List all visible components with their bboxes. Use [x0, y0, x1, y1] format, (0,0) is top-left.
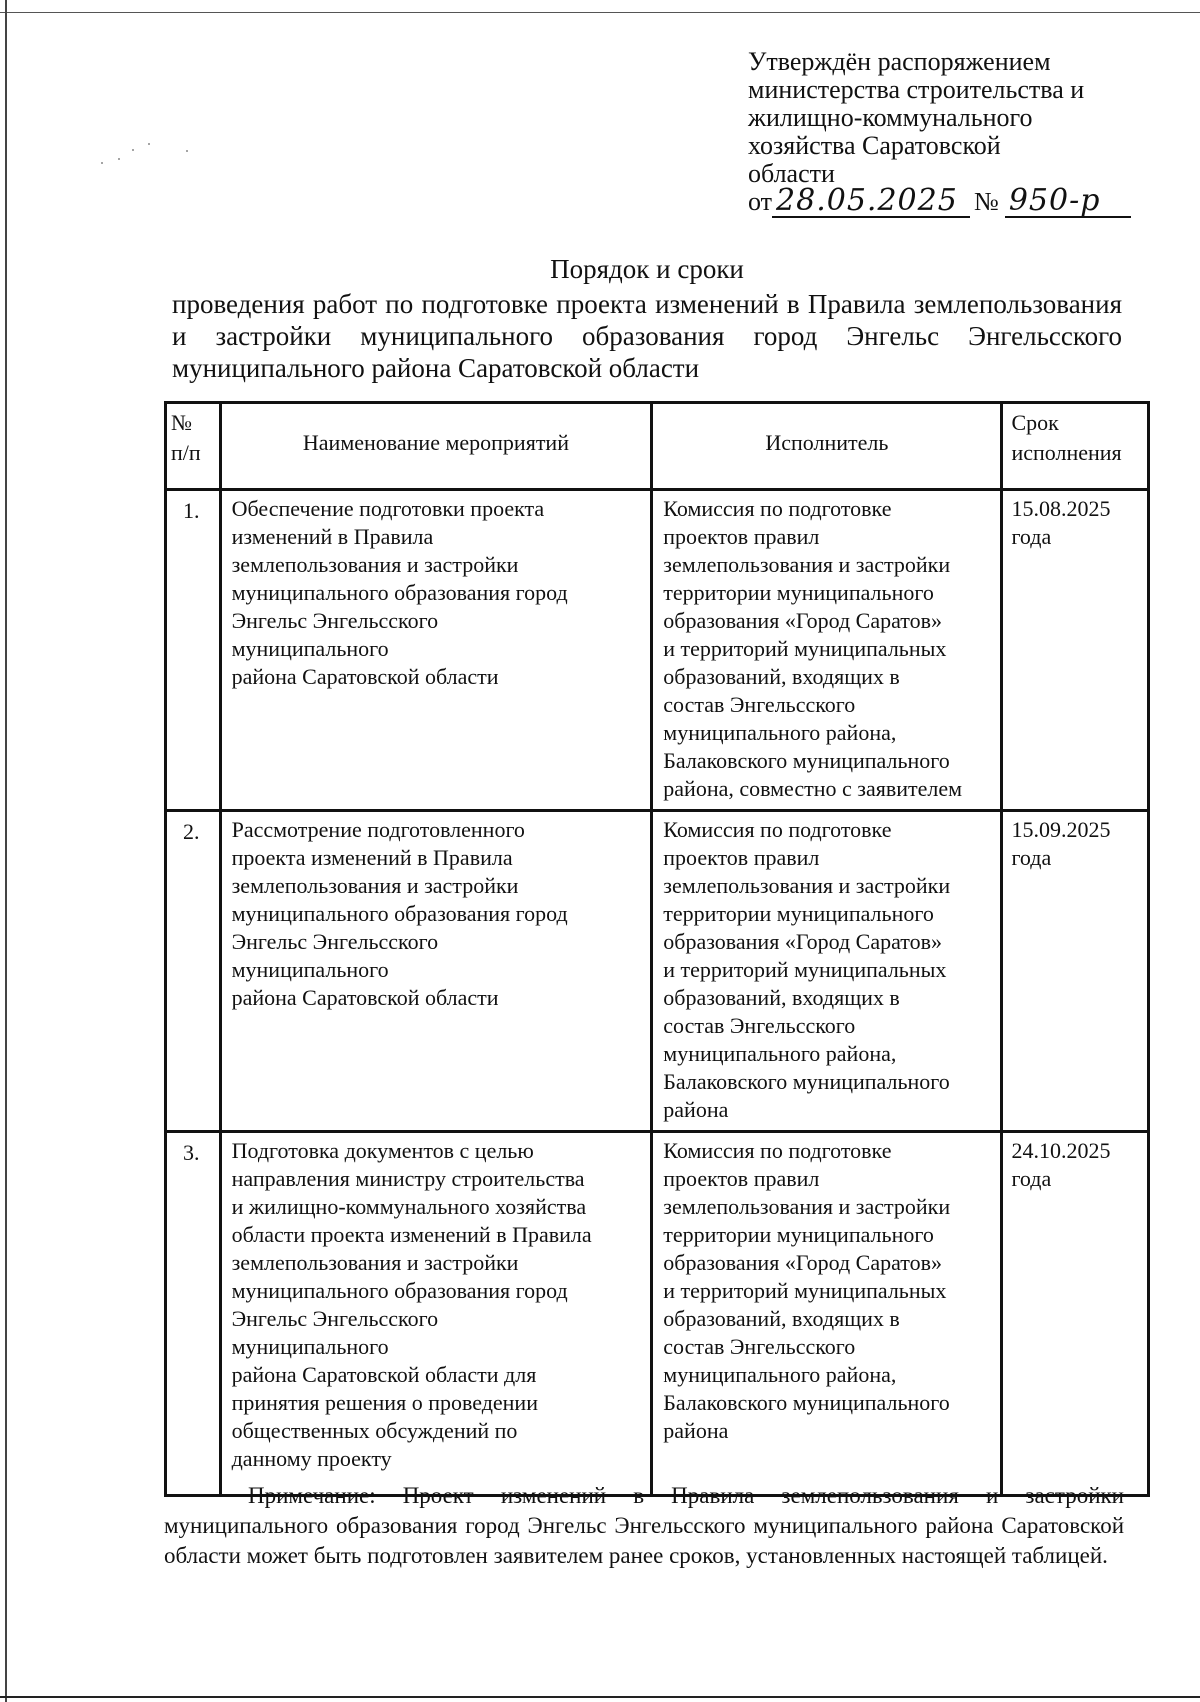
- row-name-line: и жилищно-коммунального хозяйства: [231, 1194, 587, 1219]
- row-name-line: Энгельс Энгельсского: [231, 1306, 439, 1331]
- row-name-line: землепользования и застройки: [231, 1250, 519, 1275]
- approval-line: министерства строительства и: [748, 75, 1085, 104]
- row-executor-line: образований, входящих в: [663, 1306, 900, 1331]
- row-executor-line: района: [663, 1097, 729, 1122]
- approval-line: области: [748, 159, 835, 188]
- row-name-line: Энгельс Энгельсского: [231, 929, 439, 954]
- row-term-cell: [1002, 1132, 1149, 1496]
- row-executor-line: района: [663, 1418, 729, 1443]
- row-name-line: Подготовка документов с целью: [231, 1138, 534, 1163]
- row-term-date: 15.09.2025: [1011, 817, 1111, 842]
- row-name-line: проекта изменений в Правила: [231, 845, 513, 870]
- row-executor-line: образования «Город Саратов»: [663, 608, 943, 633]
- row-executor-cell: [652, 1132, 1002, 1496]
- scan-speck: [186, 150, 188, 152]
- row-term-cell: [1002, 490, 1149, 811]
- approval-line: жилищно-коммунального: [748, 103, 1033, 132]
- approval-stamp-block: [748, 48, 1168, 218]
- header-num-line: п/п: [171, 440, 201, 465]
- document-subtitle: проведения работ по подготовке проекта изменений в Правила землепользования и застройки муниципального образования город Энгельс Энгельсского муниципального района Саратовской области: [172, 289, 1122, 383]
- row-executor-line: и территорий муниципальных: [663, 957, 947, 982]
- row-executor-line: территории муниципального: [663, 1222, 934, 1247]
- row-name-cell: [220, 490, 652, 811]
- row-term-word: года: [1011, 1166, 1052, 1191]
- row-num: 3.: [183, 1140, 200, 1165]
- row-name-line: области проекта изменений в Правила: [231, 1222, 592, 1247]
- header-term: [1002, 403, 1149, 490]
- row-term-date: 24.10.2025: [1011, 1138, 1111, 1163]
- document-title: Порядок и сроки: [550, 254, 744, 284]
- row-executor-line: Комиссия по подготовке: [663, 1138, 892, 1163]
- row-executor-line: и территорий муниципальных: [663, 1278, 947, 1303]
- scan-edge-left: [5, 0, 7, 1702]
- row-executor-line: территории муниципального: [663, 901, 934, 926]
- row-executor-line: муниципального района,: [663, 1041, 897, 1066]
- row-executor-line: муниципального района,: [663, 720, 897, 745]
- row-name-line: принятия решения о проведении: [231, 1390, 538, 1415]
- table-row: [166, 1132, 1149, 1496]
- row-term-word: года: [1011, 845, 1052, 870]
- scan-speck: [132, 149, 134, 151]
- handwritten-date: 28.05.2025: [772, 186, 970, 218]
- row-num-cell: [166, 490, 221, 811]
- row-executor-line: Балаковского муниципального: [663, 748, 950, 773]
- approval-date-number: [748, 183, 1168, 218]
- header-num-line: №: [171, 410, 192, 435]
- row-name-cell: [220, 811, 652, 1132]
- row-executor-line: образования «Город Саратов»: [663, 1250, 943, 1275]
- row-num-cell: [166, 1132, 221, 1496]
- header-name-label: Наименование мероприятий: [302, 430, 569, 455]
- header-term-line: Срок: [1011, 410, 1059, 435]
- row-executor-line: проектов правил: [663, 845, 820, 870]
- row-term-date: 15.08.2025: [1011, 496, 1111, 521]
- row-name-line: района Саратовской области: [231, 985, 499, 1010]
- row-executor-line: Балаковского муниципального: [663, 1069, 950, 1094]
- scan-speck: [148, 143, 150, 145]
- row-name-line: района Саратовской области: [231, 664, 499, 689]
- row-executor-line: состав Энгельсского: [663, 1334, 856, 1359]
- note-paragraph: Примечание: Проект изменений в Правила землепользования и застройки муниципального образования город Энгельс Энгельсского муниципального района Саратовской области может быть подготовлен заявителем ранее сроков, установленных настоящей таблицей.: [164, 1483, 1124, 1568]
- scan-speck: [118, 158, 120, 160]
- row-executor-line: Балаковского муниципального: [663, 1390, 950, 1415]
- row-name-line: общественных обсуждений по: [231, 1418, 518, 1443]
- date-prefix: от: [748, 187, 773, 216]
- row-name-line: землепользования и застройки: [231, 552, 519, 577]
- row-name-line: муниципального: [231, 1334, 389, 1359]
- scan-edge-bottom: [0, 1696, 1200, 1698]
- row-executor-line: состав Энгельсского: [663, 1013, 856, 1038]
- row-name-line: землепользования и застройки: [231, 873, 519, 898]
- row-executor-line: землепользования и застройки: [663, 1194, 951, 1219]
- row-executor-line: землепользования и застройки: [663, 552, 951, 577]
- header-num: [166, 403, 221, 490]
- row-executor-line: землепользования и застройки: [663, 873, 951, 898]
- row-name-line: Обеспечение подготовки проекта: [231, 496, 545, 521]
- row-executor-cell: [652, 811, 1002, 1132]
- row-term-word: года: [1011, 524, 1052, 549]
- row-name-line: муниципального: [231, 636, 389, 661]
- row-executor-line: проектов правил: [663, 524, 820, 549]
- table-header-row: [166, 403, 1149, 490]
- row-name-line: направления министру строительства: [231, 1166, 585, 1191]
- row-num: 2.: [183, 819, 200, 844]
- table-row: [166, 490, 1149, 811]
- row-executor-line: территории муниципального: [663, 580, 934, 605]
- row-name-line: муниципального образования город: [231, 1278, 568, 1303]
- row-executor-line: Комиссия по подготовке: [663, 817, 892, 842]
- row-num: 1.: [183, 498, 200, 523]
- row-executor-line: муниципального района,: [663, 1362, 897, 1387]
- row-executor-cell: [652, 490, 1002, 811]
- row-executor-line: и территорий муниципальных: [663, 636, 947, 661]
- header-term-line: исполнения: [1011, 440, 1122, 465]
- approval-line: хозяйства Саратовской: [748, 131, 1001, 160]
- row-term-cell: [1002, 811, 1149, 1132]
- scan-edge-top: [0, 12, 1200, 13]
- row-name-line: муниципального образования город: [231, 580, 568, 605]
- row-executor-line: образований, входящих в: [663, 985, 900, 1010]
- table-row: [166, 811, 1149, 1132]
- row-name-line: муниципального: [231, 957, 389, 982]
- row-executor-line: Комиссия по подготовке: [663, 496, 892, 521]
- row-executor-line: образований, входящих в: [663, 664, 900, 689]
- row-name-line: изменений в Правила: [231, 524, 434, 549]
- row-name-cell: [220, 1132, 652, 1496]
- row-name-line: Рассмотрение подготовленного: [231, 817, 525, 842]
- number-sign: №: [974, 187, 999, 216]
- row-name-line: муниципального образования город: [231, 901, 568, 926]
- row-num-cell: [166, 811, 221, 1132]
- header-name: [220, 403, 652, 490]
- row-executor-line: района, совместно с заявителем: [663, 776, 963, 801]
- row-name-line: района Саратовской области для: [231, 1362, 537, 1387]
- header-executor: [652, 403, 1002, 490]
- row-executor-line: проектов правил: [663, 1166, 820, 1191]
- row-name-line: Энгельс Энгельсского: [231, 608, 439, 633]
- approval-line: Утверждён распоряжением: [748, 47, 1051, 76]
- scan-speck: [101, 162, 103, 164]
- row-name-line: данному проекту: [231, 1446, 392, 1471]
- handwritten-number: 950-р: [1005, 186, 1131, 218]
- header-executor-label: Исполнитель: [765, 430, 889, 455]
- schedule-table: [164, 401, 1150, 1497]
- row-executor-line: состав Энгельсского: [663, 692, 856, 717]
- row-executor-line: образования «Город Саратов»: [663, 929, 943, 954]
